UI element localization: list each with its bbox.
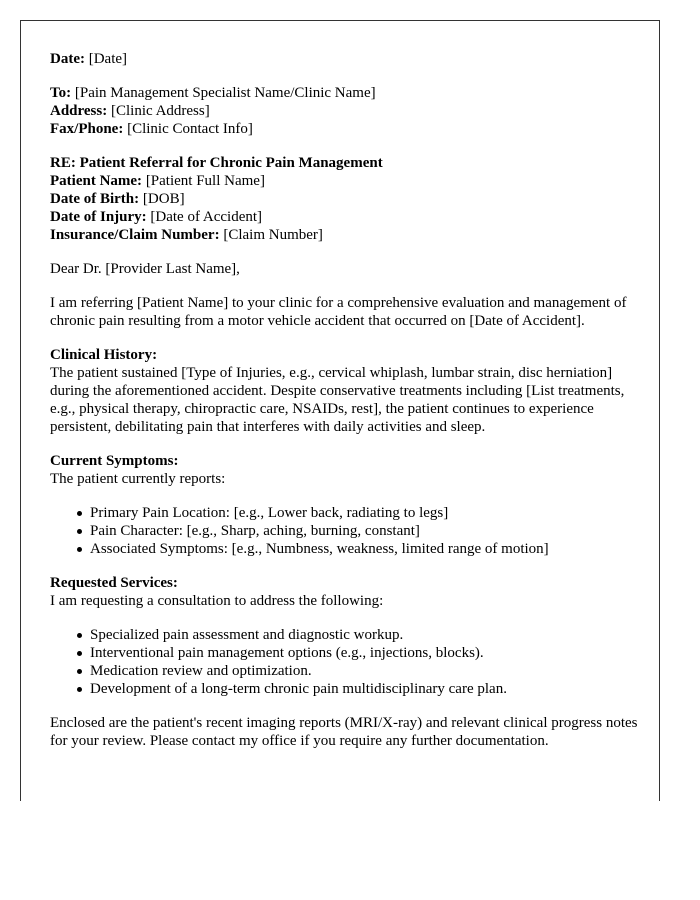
- fax-value: [Clinic Contact Info]: [127, 121, 253, 137]
- current-symptoms-text: The patient currently reports:: [50, 471, 226, 487]
- bullet-icon: [77, 687, 82, 692]
- list-item: [90, 626, 640, 644]
- services-list: [50, 626, 640, 698]
- salutation: Dear Dr. [Provider Last Name],: [50, 261, 240, 277]
- list-item: [90, 540, 640, 558]
- patient-name-value: [Patient Full Name]: [145, 173, 265, 189]
- current-symptoms-section: [50, 452, 640, 488]
- to-value: [Pain Management Specialist Name/Clinic Name]: [74, 85, 376, 101]
- closing-paragraph: Enclosed are the patient's recent imaging reports (MRI/X-ray) and relevant clinical progress notes for your review. Please contact my office if you require any further documentation.: [50, 715, 638, 749]
- requested-services-heading: Requested Services:: [50, 575, 178, 591]
- symptom-item-text: Pain Character: [e.g., Sharp, aching, burning, constant]: [90, 523, 420, 539]
- date-line: [50, 50, 640, 68]
- list-item: [90, 662, 640, 680]
- patient-name-label: Patient Name:: [50, 173, 143, 189]
- service-item-text: Interventional pain management options (e.g., injections, blocks).: [90, 645, 484, 661]
- current-symptoms-heading: Current Symptoms:: [50, 453, 179, 469]
- service-item-text: Development of a long-term chronic pain multidisciplinary care plan.: [90, 681, 507, 697]
- requested-services-text: I am requesting a consultation to address the following:: [50, 593, 384, 609]
- re-subject: RE: Patient Referral for Chronic Pain Management: [50, 155, 383, 171]
- recipient-section: [50, 84, 640, 138]
- intro-paragraph: I am referring [Patient Name] to your clinic for a comprehensive evaluation and management of chronic pain resulting from a motor vehicle accident that occurred on [Date of Accident].: [50, 295, 627, 329]
- address-line: [50, 102, 640, 120]
- claim-line: [50, 226, 640, 244]
- bullet-icon: [77, 633, 82, 638]
- clinical-history-text: The patient sustained [Type of Injuries, e.g., cervical whiplash, lumbar strain, disc herniation] during the aforementioned accident. Despite conservative treatments including [List treatments, e.g., physical therapy, chiropractic care, NSAIDs, rest], the patient continues to experience persistent, debilitating pain that interferes with daily activities and sleep.: [50, 365, 625, 435]
- list-item: [90, 644, 640, 662]
- letter-content: [50, 50, 640, 766]
- date-section: [50, 50, 640, 68]
- fax-label: Fax/Phone:: [50, 121, 124, 137]
- bullet-icon: [77, 511, 82, 516]
- address-value: [Clinic Address]: [110, 103, 210, 119]
- to-label: To:: [50, 85, 72, 101]
- bullet-icon: [77, 669, 82, 674]
- claim-value: [Claim Number]: [223, 227, 323, 243]
- date-value: [Date]: [88, 51, 128, 67]
- injury-date-value: [Date of Accident]: [150, 209, 263, 225]
- dob-label: Date of Birth:: [50, 191, 140, 207]
- clinical-history-heading: Clinical History:: [50, 347, 158, 363]
- address-label: Address:: [50, 103, 108, 119]
- list-item: [90, 522, 640, 540]
- injury-date-label: Date of Injury:: [50, 209, 147, 225]
- requested-services-section: [50, 574, 640, 610]
- clinical-history-section: [50, 346, 640, 436]
- list-item: [90, 504, 640, 522]
- bullet-icon: [77, 529, 82, 534]
- patient-section: [50, 154, 640, 244]
- injury-date-line: [50, 208, 640, 226]
- to-line: [50, 84, 640, 102]
- service-item-text: Specialized pain assessment and diagnostic workup.: [90, 627, 404, 643]
- date-label: Date:: [50, 51, 85, 67]
- list-item: [90, 680, 640, 698]
- symptoms-list: [50, 504, 640, 558]
- claim-label: Insurance/Claim Number:: [50, 227, 220, 243]
- re-line: [50, 154, 640, 172]
- service-item-text: Medication review and optimization.: [90, 663, 312, 679]
- bullet-icon: [77, 547, 82, 552]
- bullet-icon: [77, 651, 82, 656]
- patient-name-line: [50, 172, 640, 190]
- dob-value: [DOB]: [142, 191, 185, 207]
- fax-line: [50, 120, 640, 138]
- dob-line: [50, 190, 640, 208]
- symptom-item-text: Primary Pain Location: [e.g., Lower back, radiating to legs]: [90, 505, 449, 521]
- letter-page: [20, 20, 660, 801]
- symptom-item-text: Associated Symptoms: [e.g., Numbness, weakness, limited range of motion]: [90, 541, 549, 557]
